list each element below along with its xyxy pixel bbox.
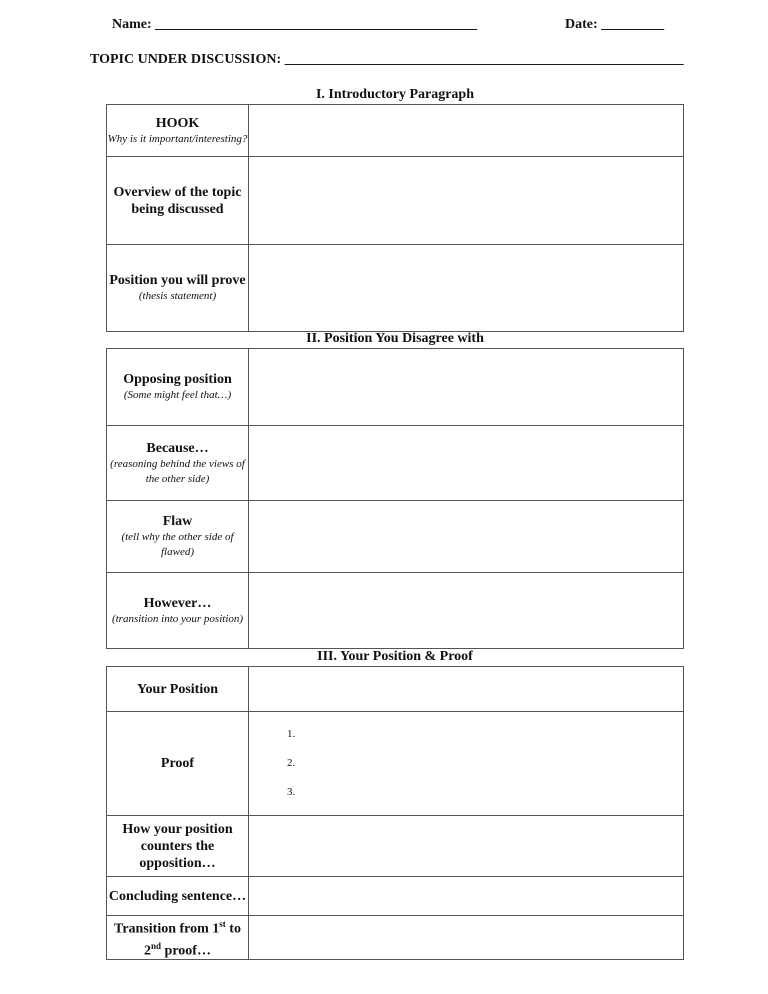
row-label: Concluding sentence… — [108, 888, 247, 904]
row-label: Overview of the topic being discussed — [113, 184, 242, 217]
however-label-cell — [107, 573, 249, 649]
row-label: However… — [143, 595, 212, 611]
row-hint: Why is it important/interesting? — [107, 132, 248, 145]
date-label: Date: — [565, 17, 598, 32]
transition-label-cell — [107, 916, 249, 960]
topic-label: TOPIC UNDER DISCUSSION: — [90, 52, 282, 67]
name-line[interactable] — [112, 17, 477, 33]
concluding-label-cell — [107, 877, 249, 916]
table-row — [107, 916, 684, 960]
row-label: Proof — [160, 756, 195, 771]
table-row — [107, 501, 684, 573]
date-blank[interactable]: _________ — [601, 17, 665, 32]
table-row — [107, 245, 684, 332]
overview-answer-cell[interactable] — [249, 157, 684, 245]
opposing-answer-cell[interactable] — [249, 349, 684, 426]
position-table — [106, 666, 684, 960]
section-title-disagree: II. Position You Disagree with — [306, 331, 484, 346]
introductory-table — [106, 104, 684, 332]
row-label: Your Position — [136, 681, 219, 697]
your-position-answer-cell[interactable] — [249, 667, 684, 712]
name-blank[interactable]: ______________________________________________ — [155, 17, 478, 32]
section-title-your-position: III. Your Position & Proof — [317, 649, 473, 664]
thesis-label-cell — [107, 245, 249, 332]
row-hint: (tell why the other side of flawed) — [121, 531, 234, 558]
because-answer-cell[interactable] — [249, 426, 684, 501]
overview-label-cell — [107, 157, 249, 245]
flaw-answer-cell[interactable] — [249, 501, 684, 573]
row-label: Position you will prove — [109, 273, 246, 288]
row-label: Flaw — [162, 514, 193, 529]
label-text: Transition from 1 — [114, 921, 220, 937]
proof-item[interactable]: 3. — [287, 786, 296, 798]
table-row — [107, 877, 684, 916]
topic-blank[interactable]: _________________________________________________________ — [284, 52, 684, 67]
topic-line[interactable] — [90, 52, 684, 68]
hook-answer-cell[interactable] — [249, 105, 684, 157]
table-row — [107, 712, 684, 816]
row-label: Opposing position — [123, 372, 232, 387]
concluding-answer-cell[interactable] — [249, 877, 684, 916]
hook-label-cell — [107, 105, 249, 157]
row-hint: (reasoning behind the views of the other side) — [110, 457, 245, 485]
because-label-cell — [107, 426, 249, 501]
table-row — [107, 157, 684, 245]
disagree-table — [106, 348, 684, 649]
row-hint: (thesis statement) — [138, 290, 217, 302]
ordinal-suffix: st — [219, 919, 226, 929]
row-hint: (transition into your position) — [111, 612, 244, 625]
proof-item[interactable]: 2. — [287, 757, 296, 769]
opposing-label-cell — [107, 349, 249, 426]
table-row — [107, 426, 684, 501]
your-position-label-cell — [107, 667, 249, 712]
table-row — [107, 349, 684, 426]
row-label: Because… — [146, 440, 209, 456]
thesis-answer-cell[interactable] — [249, 245, 684, 332]
label-text: proof… — [161, 943, 211, 959]
proof-answer-cell[interactable] — [249, 712, 684, 816]
row-hint: (Some might feel that…) — [123, 389, 232, 401]
name-label: Name: — [112, 17, 152, 32]
ordinal-suffix: nd — [151, 940, 162, 951]
counters-label-cell — [107, 816, 249, 877]
however-answer-cell[interactable] — [249, 573, 684, 649]
table-row — [107, 105, 684, 157]
table-row — [107, 816, 684, 877]
flaw-label-cell — [107, 501, 249, 573]
counters-answer-cell[interactable] — [249, 816, 684, 877]
section-title-introductory: I. Introductory Paragraph — [315, 87, 475, 102]
table-row — [107, 667, 684, 712]
row-label: How your position counters the opposition… — [122, 821, 233, 871]
row-label — [107, 916, 248, 959]
row-label: HOOK — [155, 115, 200, 131]
proof-list — [249, 727, 683, 800]
proof-label-cell — [107, 712, 249, 816]
table-row — [107, 573, 684, 649]
transition-answer-cell[interactable] — [249, 916, 684, 960]
label-text: to 2 — [144, 921, 241, 959]
proof-item[interactable]: 1. — [287, 728, 296, 740]
date-line[interactable] — [565, 17, 664, 33]
